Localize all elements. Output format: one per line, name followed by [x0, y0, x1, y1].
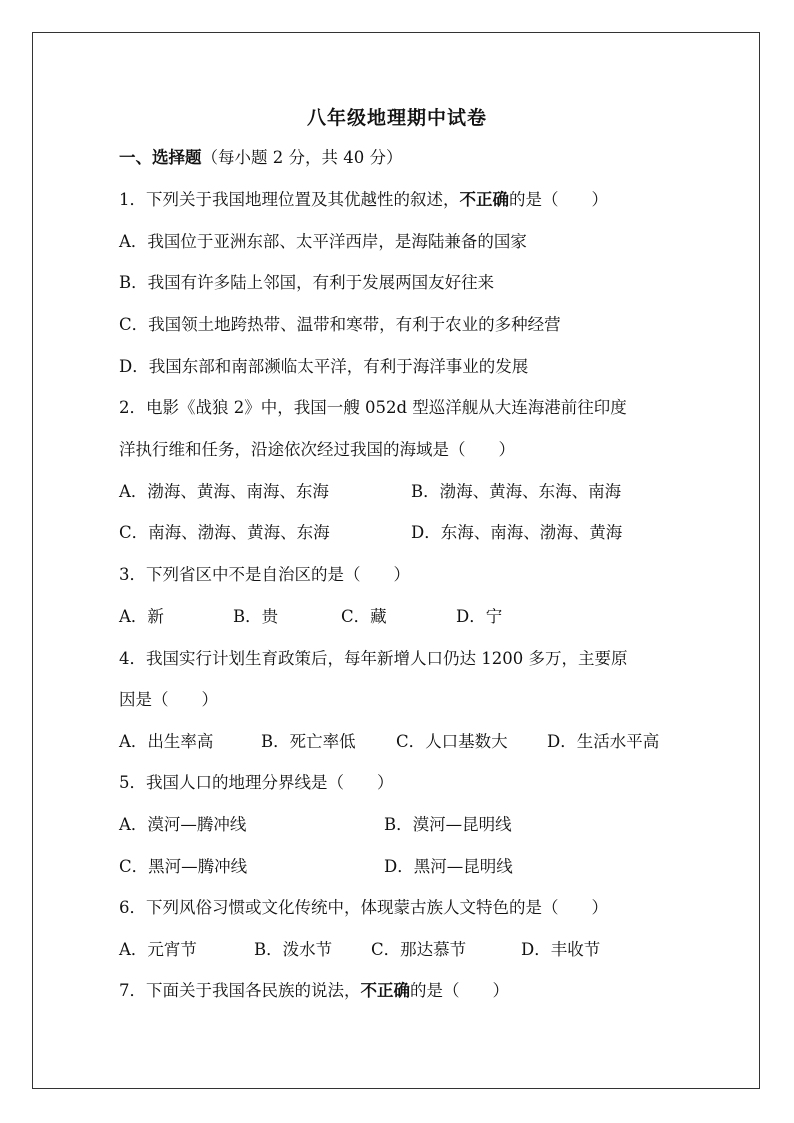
question-4-option-d: D．生活水平高 — [547, 732, 660, 751]
question-2-options-row-2 — [119, 521, 679, 545]
question-1-stem — [119, 188, 608, 212]
section-heading — [119, 146, 402, 170]
question-3-option-d: D．宁 — [456, 607, 503, 626]
question-5-option-b: B．漠河—昆明线 — [384, 815, 512, 834]
question-4-option-b: B．死亡率低 — [261, 732, 356, 751]
question-5-options-row-2 — [119, 855, 679, 879]
question-6-option-a: A．元宵节 — [119, 940, 197, 959]
section-heading-note: （每小题 2 分，共 40 分） — [201, 148, 403, 167]
question-3-stem: 3．下列省区中不是自治区的是（ ） — [119, 565, 410, 584]
question-1-option-a: A．我国位于亚洲东部、太平洋西岸，是海陆兼备的国家 — [119, 232, 527, 251]
question-2-stem-line-2: 洋执行维和任务，沿途依次经过我国的海域是（ ） — [119, 440, 515, 459]
question-7-stem — [119, 979, 509, 1003]
question-1-option-c: C．我国领土地跨热带、温带和寒带，有利于农业的多种经营 — [119, 315, 561, 334]
question-2-options-row-1 — [119, 480, 679, 504]
question-2-option-b: B．渤海、黄海、东海、南海 — [411, 482, 622, 501]
question-3-options-row — [119, 605, 539, 629]
question-2-option-a: A．渤海、黄海、南海、东海 — [119, 482, 329, 501]
question-4-option-c: C．人口基数大 — [396, 732, 508, 751]
question-4-options-row — [119, 730, 699, 754]
question-1-option-d: D．我国东部和南部濒临太平洋，有利于海洋事业的发展 — [119, 357, 529, 376]
question-stem-text: 7．下面关于我国各民族的说法， — [119, 981, 361, 1000]
question-3-option-c: C．藏 — [341, 607, 387, 626]
question-3-option-b: B．贵 — [233, 607, 279, 626]
question-6-option-c: C．那达慕节 — [371, 940, 467, 959]
question-6-options-row — [119, 938, 679, 962]
question-stem-text: 的是（ ） — [509, 190, 608, 209]
question-6-stem: 6．下列风俗习惯或文化传统中，体现蒙古族人文特色的是（ ） — [119, 898, 608, 917]
question-2-option-d: D．东海、南海、渤海、黄海 — [411, 523, 623, 542]
question-5-stem: 5．我国人口的地理分界线是（ ） — [119, 773, 394, 792]
question-4-stem-line-1: 4．我国实行计划生育政策后，每年新增人口仍达 1200 多万，主要原 — [119, 649, 628, 668]
question-2-option-c: C．南海、渤海、黄海、东海 — [119, 523, 330, 542]
question-stem-emphasis: 不正确 — [459, 190, 509, 209]
question-4-option-a: A．出生率高 — [119, 732, 214, 751]
question-2-stem-line-1: 2．电影《战狼 2》中，我国一艘 052d 型巡洋舰从大连海港前往印度 — [119, 398, 627, 417]
question-6-option-b: B．泼水节 — [254, 940, 333, 959]
question-stem-text: 的是（ ） — [410, 981, 509, 1000]
question-stem-text: 1．下列关于我国地理位置及其优越性的叙述， — [119, 190, 460, 209]
question-1-option-b: B．我国有许多陆上邻国，有利于发展两国友好往来 — [119, 273, 495, 292]
section-heading-label: 一、选择题 — [119, 148, 202, 167]
question-stem-emphasis: 不正确 — [360, 981, 410, 1000]
question-3-option-a: A．新 — [119, 607, 164, 626]
exam-title: 八年级地理期中试卷 — [306, 107, 487, 129]
question-5-option-d: D．黑河—昆明线 — [384, 857, 513, 876]
question-6-option-d: D．丰收节 — [521, 940, 601, 959]
question-5-option-a: A．漠河—腾冲线 — [119, 815, 247, 834]
question-4-stem-line-2: 因是（ ） — [119, 690, 218, 709]
question-5-options-row-1 — [119, 813, 679, 837]
question-5-option-c: C．黑河—腾冲线 — [119, 857, 248, 876]
